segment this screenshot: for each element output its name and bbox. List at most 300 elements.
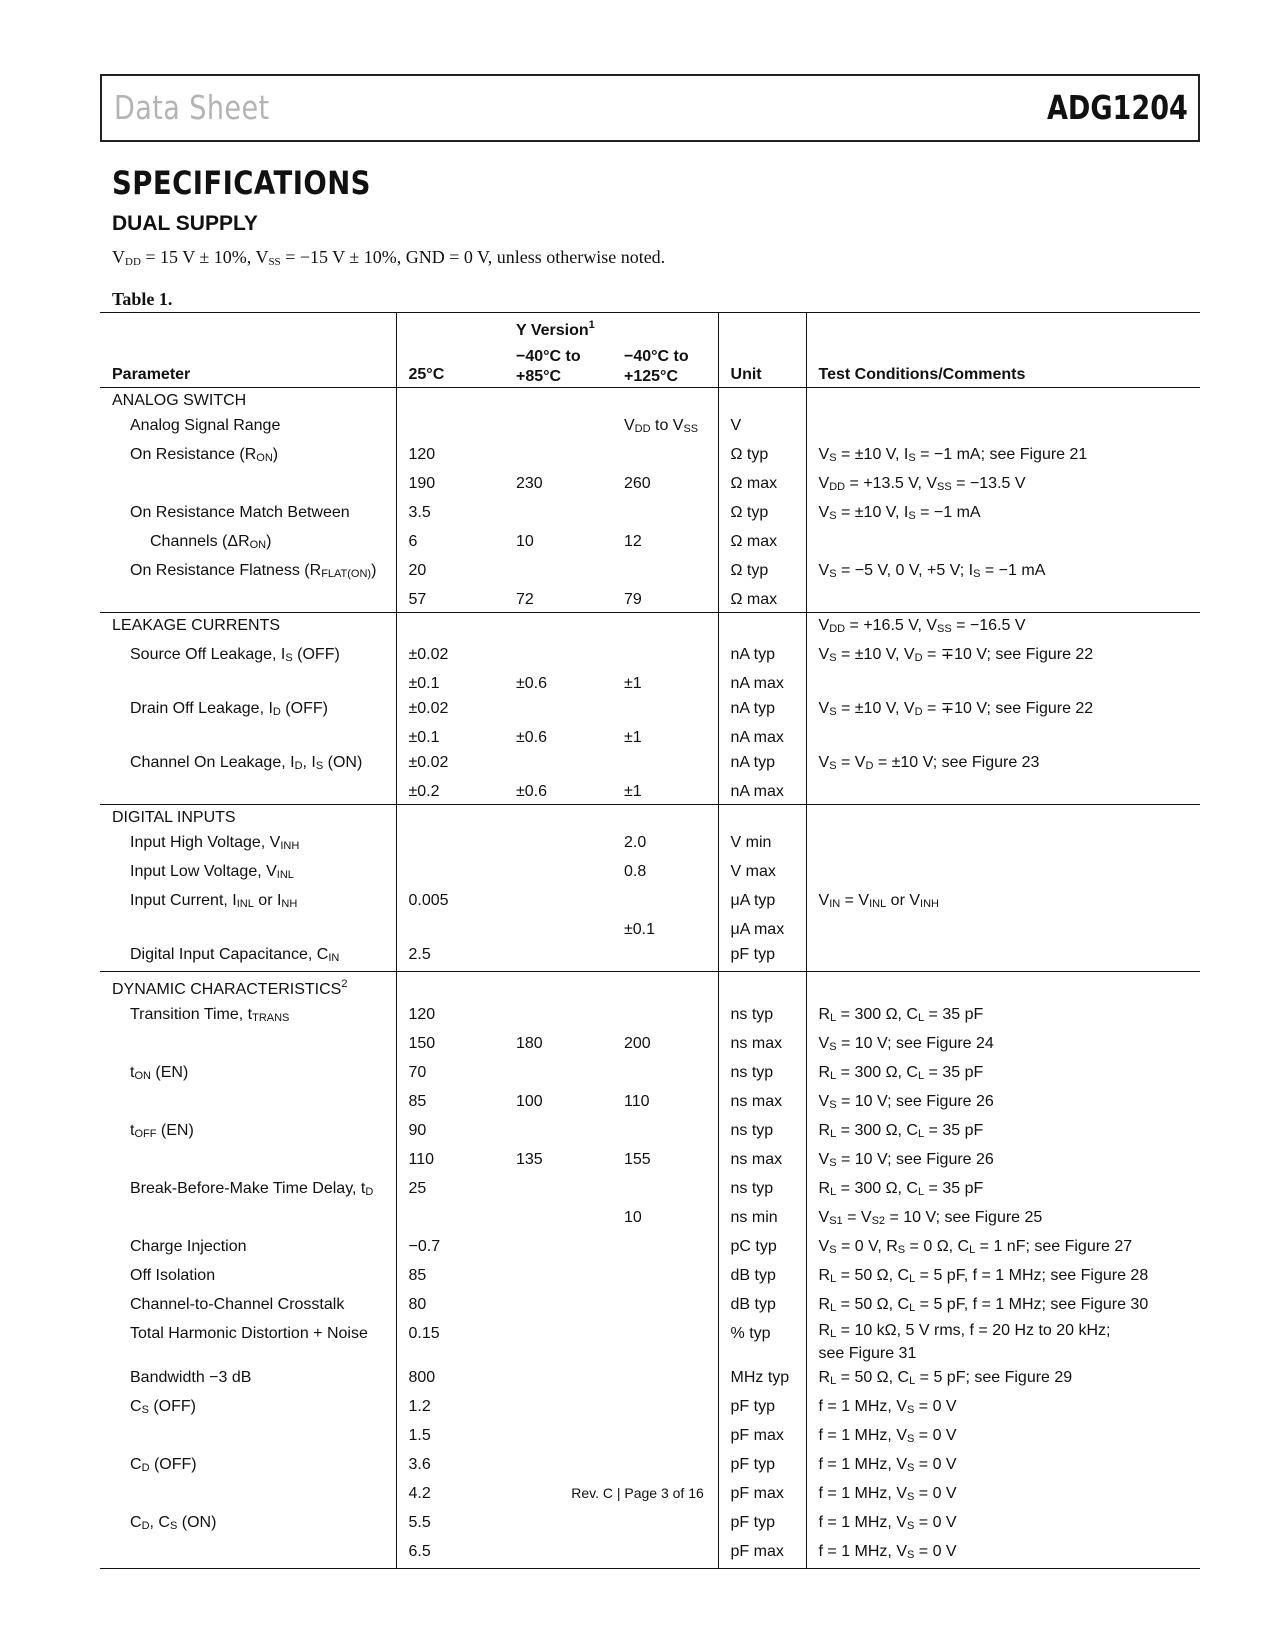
parameter-cell: Input Low Voltage, $V_{INL}$ [130, 863, 294, 881]
value-85c [504, 750, 612, 779]
parameter-cell: Channels $(\Delta R_{ON})$ [150, 533, 272, 551]
value-85c: 135 [516, 1151, 543, 1168]
value-85c: ±0.6 [516, 675, 548, 692]
value-85c [504, 1263, 612, 1292]
value-125c [612, 1234, 718, 1263]
value-25c: 5.5 [396, 1510, 504, 1539]
unit-cell: nA typ [718, 642, 806, 671]
table-row [100, 500, 1200, 529]
value-25c: 800 [396, 1365, 504, 1394]
unit-cell: ns max [718, 1147, 806, 1176]
value-85c [504, 1365, 612, 1394]
value-125c [612, 1118, 718, 1147]
value-125c [612, 388, 718, 414]
test-conditions-cell [806, 805, 1200, 831]
value-125c [612, 942, 718, 972]
value-125c: $V_{DD}$ to $V_{SS}$ [624, 417, 699, 435]
value-25c: ±0.1 [396, 671, 504, 696]
test-conditions-cell: $R_L = 50$ Ω, $C_L = 5$ pF, f = 1 MHz; see Figure 28 [806, 1263, 1200, 1292]
value-25c: 57 [396, 587, 504, 613]
unit-cell: pF max [718, 1539, 806, 1569]
parameter-cell: Input High Voltage, $V_{INH}$ [130, 834, 300, 852]
value-125c [612, 696, 718, 725]
test-conditions-cell: $R_L = 50$ Ω, $C_L = 5$ pF; see Figure 29 [806, 1365, 1200, 1394]
value-25c: 20 [396, 558, 504, 587]
table-row [100, 1510, 1200, 1539]
value-25c: ±0.1 [396, 725, 504, 750]
value-25c: 80 [396, 1292, 504, 1321]
test-conditions-cell [806, 779, 1200, 805]
section-title: SPECIFICATIONS [112, 164, 371, 202]
unit-cell: Ω max [718, 471, 806, 500]
table-row [100, 587, 1200, 613]
test-conditions-cell: $V_S = \pm 10$ V, $I_S = -1$ mA; see Figure 21 [806, 442, 1200, 471]
value-25c: 85 [396, 1263, 504, 1292]
table-row [100, 1234, 1200, 1263]
unit-cell: nA typ [718, 750, 806, 779]
parameter-cell [100, 1089, 396, 1118]
parameter-cell: Charge Injection [130, 1238, 247, 1255]
table-row [100, 1147, 1200, 1176]
unit-cell: nA typ [718, 696, 806, 725]
table-row [100, 471, 1200, 500]
parameter-cell [100, 917, 396, 942]
value-25c: 25 [396, 1176, 504, 1205]
value-25c: 85 [396, 1089, 504, 1118]
value-25c [396, 805, 504, 831]
parameter-cell [100, 725, 396, 750]
value-85c: ±0.6 [516, 729, 548, 746]
test-conditions-cell [806, 671, 1200, 696]
table-row [100, 1060, 1200, 1089]
test-conditions-cell: $V_{S1} = V_{S2} = 10$ V; see Figure 25 [806, 1205, 1200, 1234]
value-125c [612, 1060, 718, 1089]
value-25c: 90 [396, 1118, 504, 1147]
value-25c: 110 [396, 1147, 504, 1176]
page-footer: Rev. C | Page 3 of 16 [571, 1485, 704, 1501]
value-85c [504, 942, 612, 972]
value-85c [504, 1205, 612, 1234]
subsection-title: DUAL SUPPLY [112, 212, 258, 235]
value-85c [504, 1234, 612, 1263]
spec-table [100, 312, 1200, 1569]
test-conditions-cell: $V_S = 10$ V; see Figure 26 [806, 1147, 1200, 1176]
value-125c: ±1 [624, 729, 642, 746]
value-25c [396, 917, 504, 942]
test-conditions-cell: $V_S = -5$ V, 0 V, +5 V; $I_S = -1$ mA [806, 558, 1200, 587]
unit-cell: pF typ [718, 1452, 806, 1481]
value-25c: −0.7 [396, 1234, 504, 1263]
unit-cell [718, 613, 806, 643]
test-conditions-cell [806, 830, 1200, 859]
test-conditions-cell: $R_L = 300$ Ω, $C_L = 35$ pF [806, 1118, 1200, 1147]
unit-cell: MHz typ [718, 1365, 806, 1394]
value-85c [504, 1060, 612, 1089]
unit-cell: pF max [718, 1481, 806, 1510]
value-85c [504, 613, 612, 643]
table-row [100, 1394, 1200, 1423]
page-header [100, 74, 1200, 142]
unit-cell: pF typ [718, 942, 806, 972]
table-row [100, 830, 1200, 859]
value-25c [396, 830, 504, 859]
test-conditions-cell: f = 1 MHz, $V_S = 0$ V [806, 1539, 1200, 1569]
value-25c: 3.6 [396, 1452, 504, 1481]
value-25c: 0.15 [396, 1321, 504, 1365]
unit-cell: Ω typ [718, 442, 806, 471]
table-row [100, 942, 1200, 972]
unit-cell: ns min [718, 1205, 806, 1234]
value-85c: 230 [516, 475, 543, 492]
table-row [100, 1292, 1200, 1321]
value-25c: 1.5 [396, 1423, 504, 1452]
header-part-number: ADG1204 [1047, 88, 1188, 127]
parameter-cell [100, 1539, 396, 1569]
unit-cell: dB typ [718, 1292, 806, 1321]
value-25c: ±0.02 [396, 696, 504, 725]
value-25c: 6 [396, 529, 504, 558]
col-125c: −40°C to +125°C [612, 343, 718, 388]
value-125c [612, 1263, 718, 1292]
value-85c [504, 1002, 612, 1031]
unit-cell: ns typ [718, 1176, 806, 1205]
spec-table-head [100, 313, 1200, 388]
unit-cell [718, 388, 806, 414]
test-conditions-cell [806, 529, 1200, 558]
supply-conditions-text: $V_{DD} = 15$ V ± 10%, $V_{SS} = -15$ V ± 10%, GND = 0 V, unless otherwise noted. [112, 247, 666, 268]
test-conditions-cell [806, 413, 1200, 442]
table-row [100, 1176, 1200, 1205]
unit-cell: Ω typ [718, 500, 806, 529]
value-125c: 200 [624, 1035, 651, 1052]
value-125c [612, 1510, 718, 1539]
unit-cell [718, 972, 806, 1003]
section-header-row [100, 972, 1200, 1003]
parameter-cell [100, 1147, 396, 1176]
header-doc-type: Data Sheet [114, 88, 270, 127]
parameter-cell: Transition Time, $t_{TRANS}$ [130, 1006, 290, 1024]
value-25c: 120 [396, 442, 504, 471]
parameter-cell: On Resistance $(R_{ON})$ [130, 446, 279, 464]
value-85c: 10 [516, 533, 534, 550]
unit-cell: μA typ [718, 888, 806, 917]
parameter-cell: Input Current, $I_{INL}$ or $I_{NH}$ [130, 892, 298, 910]
value-125c: 155 [624, 1151, 651, 1168]
y-version-header [504, 313, 718, 344]
value-85c: ±0.6 [516, 783, 548, 800]
table-row [100, 1089, 1200, 1118]
value-125c [612, 1176, 718, 1205]
unit-cell: dB typ [718, 1263, 806, 1292]
value-25c [396, 413, 504, 442]
value-125c [612, 1321, 718, 1365]
table-row [100, 917, 1200, 942]
table-row [100, 1321, 1200, 1365]
parameter-cell: Bandwidth −3 dB [130, 1369, 252, 1386]
value-85c [504, 696, 612, 725]
test-conditions-cell: f = 1 MHz, $V_S = 0$ V [806, 1423, 1200, 1452]
table-row [100, 642, 1200, 671]
parameter-cell: $C_D$, $C_S$ (ON) [130, 1514, 217, 1532]
table-row [100, 888, 1200, 917]
test-conditions-cell: $V_{DD} = +16.5$ V, $V_{SS} = -16.5$ V [806, 613, 1200, 643]
test-conditions-cell: f = 1 MHz, $V_S = 0$ V [806, 1452, 1200, 1481]
value-125c [612, 1394, 718, 1423]
value-125c [612, 1423, 718, 1452]
table-row [100, 442, 1200, 471]
table-row [100, 1205, 1200, 1234]
parameter-cell: Channel-to-Channel Crosstalk [130, 1296, 345, 1313]
test-conditions-cell: $R_L = 300$ Ω, $C_L = 35$ pF [806, 1002, 1200, 1031]
value-85c: 100 [516, 1093, 543, 1110]
table-row [100, 558, 1200, 587]
value-25c [396, 859, 504, 888]
value-125c: 12 [624, 533, 642, 550]
table-row [100, 725, 1200, 750]
section-header-row [100, 805, 1200, 831]
test-conditions-cell [806, 587, 1200, 613]
value-125c [612, 1539, 718, 1569]
parameter-cell: Channel On Leakage, $I_D$, $I_S$ (ON) [130, 754, 363, 772]
parameter-cell: On Resistance Flatness $(R_{FLAT(ON)})$ [130, 562, 377, 580]
parameter-cell: $C_S$ (OFF) [130, 1398, 196, 1416]
col-comments: Test Conditions/Comments [806, 343, 1200, 388]
value-125c [612, 500, 718, 529]
value-125c: 110 [624, 1093, 650, 1110]
parameter-cell: Source Off Leakage, $I_S$ (OFF) [130, 646, 340, 664]
table-row [100, 779, 1200, 805]
value-125c: ±1 [624, 783, 642, 800]
parameter-cell: Off Isolation [130, 1267, 216, 1284]
value-85c [504, 917, 612, 942]
value-85c [504, 805, 612, 831]
value-25c: 2.5 [396, 942, 504, 972]
value-25c: 0.005 [396, 888, 504, 917]
unit-cell: V [718, 413, 806, 442]
table-row [100, 413, 1200, 442]
value-25c: ±0.02 [396, 750, 504, 779]
parameter-cell: $t_{ON}$ (EN) [130, 1064, 189, 1082]
supply-conditions [112, 247, 665, 268]
value-85c [504, 1292, 612, 1321]
test-conditions-cell: f = 1 MHz, $V_S = 0$ V [806, 1481, 1200, 1510]
value-125c [612, 1365, 718, 1394]
test-conditions-cell: $R_L = 300$ Ω, $C_L = 35$ pF [806, 1176, 1200, 1205]
parameter-cell: On Resistance Match Between [130, 504, 350, 521]
value-85c [504, 1176, 612, 1205]
unit-cell: V max [718, 859, 806, 888]
value-125c [612, 642, 718, 671]
value-85c [504, 1118, 612, 1147]
test-conditions-cell: $V_S = \pm 10$ V, $I_S = -1$ mA [806, 500, 1200, 529]
value-85c [504, 888, 612, 917]
unit-cell: nA max [718, 671, 806, 696]
table-row [100, 750, 1200, 779]
section-title-cell: ANALOG SWITCH [100, 388, 396, 414]
value-85c [504, 859, 612, 888]
value-85c [504, 972, 612, 1003]
unit-cell: Ω max [718, 587, 806, 613]
test-conditions-cell: f = 1 MHz, $V_S = 0$ V [806, 1394, 1200, 1423]
section-title-cell: DIGITAL INPUTS [100, 805, 396, 831]
table-row [100, 1539, 1200, 1569]
table-row [100, 1002, 1200, 1031]
value-25c [396, 1205, 504, 1234]
y-version-footnote: 1 [588, 319, 595, 331]
parameter-cell [100, 1031, 396, 1060]
unit-cell: ns max [718, 1089, 806, 1118]
table-row [100, 1365, 1200, 1394]
value-25c: 4.2 [396, 1481, 504, 1510]
unit-cell: ns typ [718, 1118, 806, 1147]
section-title-cell: DYNAMIC CHARACTERISTICS$^2$ [100, 972, 396, 1003]
test-conditions-cell: $V_S = \pm 10$ V, $V_D = \mp 10$ V; see Figure 22 [806, 696, 1200, 725]
unit-cell: pF typ [718, 1394, 806, 1423]
col-25c: 25°C [396, 343, 504, 388]
value-85c [504, 442, 612, 471]
unit-cell: pC typ [718, 1234, 806, 1263]
parameter-cell: Break-Before-Make Time Delay, $t_D$ [130, 1180, 374, 1198]
parameter-cell: $t_{OFF}$ (EN) [130, 1122, 194, 1140]
table-row [100, 1118, 1200, 1147]
value-85c [504, 1452, 612, 1481]
test-conditions-cell: $V_S = 10$ V; see Figure 26 [806, 1089, 1200, 1118]
test-conditions-cell [806, 859, 1200, 888]
table-caption: Table 1. [112, 289, 173, 309]
test-conditions-cell [806, 388, 1200, 414]
table-row [100, 1031, 1200, 1060]
value-85c [504, 830, 612, 859]
unit-cell: ns max [718, 1031, 806, 1060]
test-conditions-cell: $V_S = 0$ V, $R_S = 0$ Ω, $C_L = 1$ nF; see Figure 27 [806, 1234, 1200, 1263]
test-conditions-cell: $V_{DD} = +13.5$ V, $V_{SS} = -13.5$ V [806, 471, 1200, 500]
value-85c [504, 388, 612, 414]
value-25c [396, 388, 504, 414]
value-125c [612, 1452, 718, 1481]
test-conditions-cell: $R_L = 300$ Ω, $C_L = 35$ pF [806, 1060, 1200, 1089]
value-85c [504, 558, 612, 587]
value-25c [396, 613, 504, 643]
value-25c: ±0.02 [396, 642, 504, 671]
value-125c: 260 [624, 475, 651, 492]
value-85c: 180 [516, 1035, 543, 1052]
unit-cell: ns typ [718, 1002, 806, 1031]
test-conditions-cell [806, 942, 1200, 972]
unit-cell: nA max [718, 779, 806, 805]
value-25c: 120 [396, 1002, 504, 1031]
test-conditions-cell: $V_S = 10$ V; see Figure 24 [806, 1031, 1200, 1060]
test-conditions-cell: $V_{IN} = V_{INL}$ or $V_{INH}$ [806, 888, 1200, 917]
unit-cell: ns typ [718, 1060, 806, 1089]
value-85c [504, 500, 612, 529]
unit-cell: pF max [718, 1423, 806, 1452]
parameter-cell [100, 1205, 396, 1234]
parameter-cell [100, 471, 396, 500]
col-unit: Unit [718, 343, 806, 388]
value-125c: ±1 [624, 675, 642, 692]
value-85c [504, 413, 612, 442]
value-125c [612, 442, 718, 471]
test-conditions-cell [806, 972, 1200, 1003]
value-85c: 72 [516, 591, 534, 608]
test-conditions-cell: $V_S = \pm 10$ V, $V_D = \mp 10$ V; see Figure 22 [806, 642, 1200, 671]
value-85c [504, 642, 612, 671]
test-conditions-cell: $R_L = 50$ Ω, $C_L = 5$ pF, f = 1 MHz; see Figure 30 [806, 1292, 1200, 1321]
parameter-cell: Total Harmonic Distortion + Noise [130, 1325, 368, 1342]
parameter-cell: $C_D$ (OFF) [130, 1456, 197, 1474]
table-row [100, 1452, 1200, 1481]
table-row [100, 671, 1200, 696]
value-125c [612, 750, 718, 779]
test-conditions-cell: $V_S = V_D = \pm 10$ V; see Figure 23 [806, 750, 1200, 779]
unit-cell: pF typ [718, 1510, 806, 1539]
value-85c [504, 1321, 612, 1365]
col-85c: −40°C to +85°C [504, 343, 612, 388]
section-header-row [100, 613, 1200, 643]
value-125c [612, 613, 718, 643]
value-125c: ±0.1 [624, 921, 656, 938]
parameter-cell [100, 671, 396, 696]
table-row [100, 859, 1200, 888]
value-25c: 70 [396, 1060, 504, 1089]
value-85c [504, 1394, 612, 1423]
parameter-cell [100, 779, 396, 805]
value-125c: 10 [624, 1209, 642, 1226]
value-25c: 190 [396, 471, 504, 500]
col-parameter: Parameter [100, 343, 396, 388]
value-125c: 0.8 [624, 863, 647, 880]
value-125c: 79 [624, 591, 642, 608]
value-25c: 6.5 [396, 1539, 504, 1569]
parameter-cell: Digital Input Capacitance, $C_{IN}$ [130, 946, 340, 964]
unit-cell [718, 805, 806, 831]
value-125c [612, 972, 718, 1003]
unit-cell: nA max [718, 725, 806, 750]
value-25c: 3.5 [396, 500, 504, 529]
test-conditions-cell [806, 917, 1200, 942]
value-85c [504, 1423, 612, 1452]
value-25c: 1.2 [396, 1394, 504, 1423]
table-row [100, 696, 1200, 725]
parameter-cell: Analog Signal Range [130, 417, 281, 434]
test-conditions-cell: f = 1 MHz, $V_S = 0$ V [806, 1510, 1200, 1539]
table-row [100, 529, 1200, 558]
unit-cell: % typ [718, 1321, 806, 1365]
unit-cell: Ω max [718, 529, 806, 558]
value-125c [612, 1002, 718, 1031]
parameter-cell: Drain Off Leakage, $I_D$ (OFF) [130, 700, 328, 718]
parameter-cell [100, 587, 396, 613]
value-25c: ±0.2 [396, 779, 504, 805]
table-row [100, 1423, 1200, 1452]
value-85c [504, 1539, 612, 1569]
value-125c [612, 805, 718, 831]
test-conditions-cell [806, 725, 1200, 750]
test-conditions-cell: $R_L = 10$ kΩ, 5 V rms, f = 20 Hz to 20 kHz; see Figure 31 [806, 1321, 1200, 1365]
section-header-row [100, 388, 1200, 414]
spec-table-body [100, 388, 1200, 1569]
unit-cell: Ω typ [718, 558, 806, 587]
value-85c [504, 1510, 612, 1539]
unit-cell: μA max [718, 917, 806, 942]
parameter-cell [100, 1423, 396, 1452]
value-125c: 2.0 [624, 834, 647, 851]
value-125c [612, 1292, 718, 1321]
value-125c [612, 558, 718, 587]
y-version-label: Y Version [516, 322, 589, 339]
value-125c [612, 888, 718, 917]
value-25c [396, 972, 504, 1003]
